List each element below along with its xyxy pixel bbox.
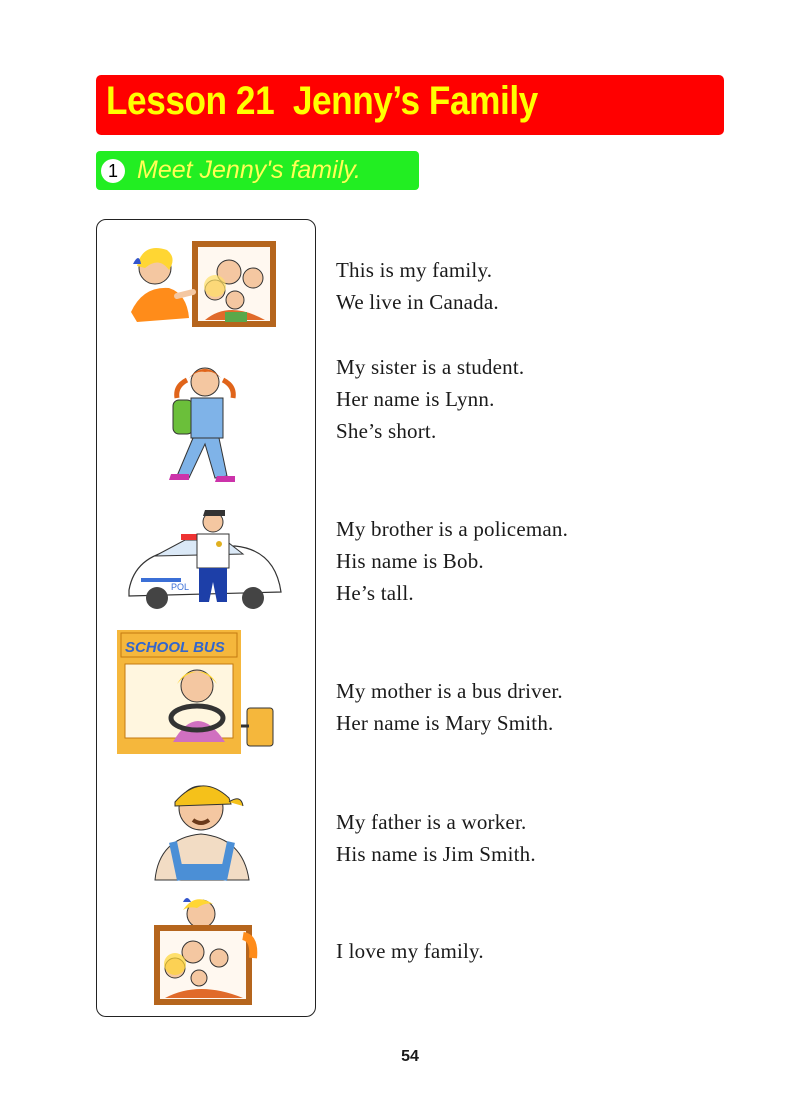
text-line: We live in Canada.	[336, 290, 499, 314]
jenny-with-family-portrait-illustration	[117, 238, 297, 334]
page-number: 54	[401, 1048, 419, 1065]
paragraph-closing	[336, 935, 484, 967]
paragraph-mother	[336, 675, 563, 739]
mother-bus-driver-illustration	[117, 630, 283, 754]
section-number: 1	[101, 159, 125, 183]
section-heading: Meet Jenny's family.	[137, 156, 361, 184]
lesson-title: Lesson 21 Jenny’s Family	[106, 79, 538, 123]
paragraph-brother	[336, 513, 568, 609]
jenny-loves-family-illustration	[147, 896, 263, 1008]
police-car-text: POL	[171, 582, 190, 592]
lesson-title-banner	[96, 75, 724, 135]
paragraph-father	[336, 806, 536, 870]
text-line: Her name is Mary Smith.	[336, 711, 554, 735]
text-line: He’s tall.	[336, 581, 414, 605]
text-line: My sister is a student.	[336, 355, 525, 379]
paragraph-sister	[336, 351, 524, 447]
text-line: My brother is a policeman.	[336, 517, 569, 541]
brother-policeman-illustration	[125, 510, 285, 610]
text-line: His name is Jim Smith.	[336, 842, 536, 866]
text-line: I love my family.	[336, 939, 484, 963]
text-line: Her name is Lynn.	[336, 387, 495, 411]
text-line: My father is a worker.	[336, 810, 527, 834]
text-line: She’s short.	[336, 419, 437, 443]
father-worker-illustration	[149, 772, 259, 882]
section-banner	[96, 151, 419, 190]
text-line: My mother is a bus driver.	[336, 679, 563, 703]
sister-student-illustration	[157, 360, 257, 488]
school-bus-sign: SCHOOL BUS	[125, 639, 225, 656]
paragraph-family-intro	[336, 254, 499, 318]
text-line: This is my family.	[336, 258, 493, 282]
text-line: His name is Bob.	[336, 549, 484, 573]
picture-panel	[96, 219, 316, 1017]
